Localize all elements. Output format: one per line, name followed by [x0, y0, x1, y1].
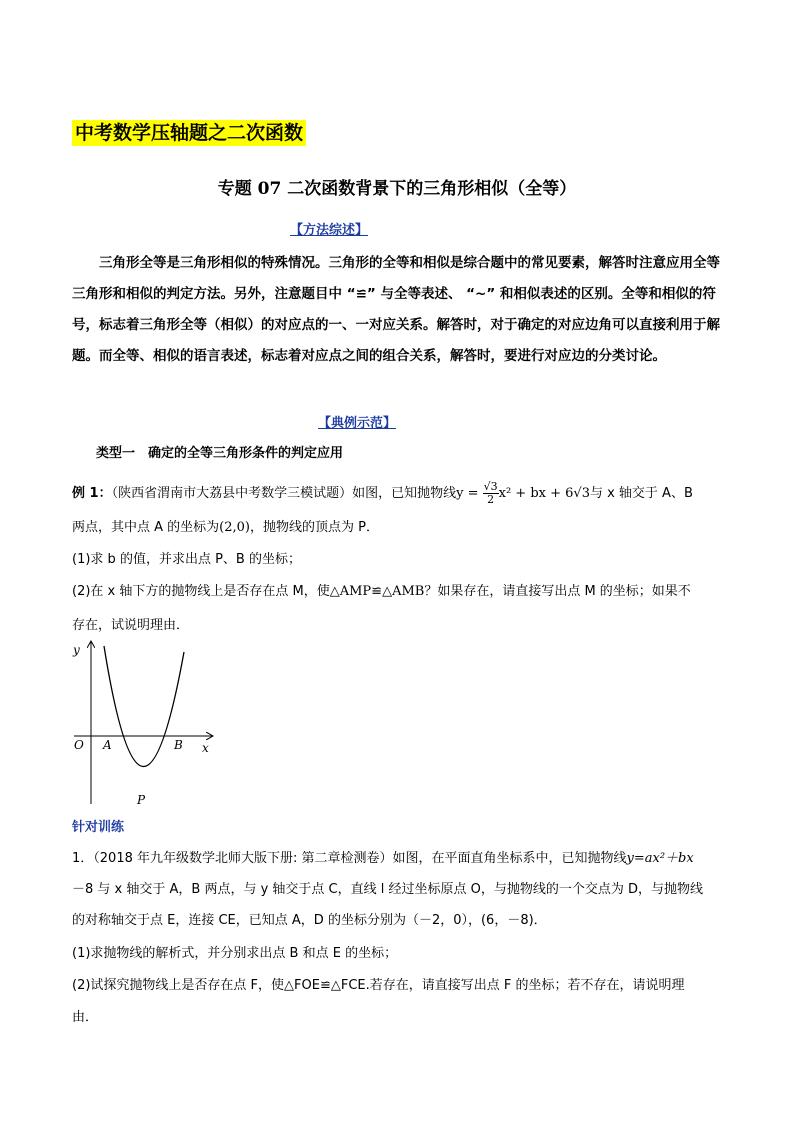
- question1: [72, 550, 732, 570]
- y-axis-label: y: [73, 643, 80, 657]
- example1-label: 例 1：: [72, 486, 112, 501]
- method-heading: 【方法综述】: [290, 223, 369, 238]
- problem1-question1: (1)求抛物线的解析式，并分别求出点 B 和点 E 的坐标；: [72, 946, 398, 961]
- training-heading: 针对训练: [72, 820, 125, 835]
- formula-y: y =: [456, 486, 479, 501]
- banner-title: 中考数学压轴题之二次函数: [72, 120, 306, 146]
- point-a-coords: (2,0): [219, 520, 250, 535]
- type-label: 类型一 确定的全等三角形条件的判定应用: [96, 446, 344, 461]
- problem1-question2-end: 由．: [72, 1010, 99, 1025]
- question1-number: (1): [72, 552, 91, 567]
- problem1-question2: (2)试探究抛物线上是否存在点 F，使△FOE≌△FCE.若存在，请直接写出点 F 的坐标；若不存在，请说明理: [72, 978, 685, 993]
- parabola-figure: [66, 636, 226, 816]
- method-paragraph-text: 三角形全等是三角形相似的特殊情况。三角形的全等和相似是综合题中的常见要素，解答时注意应用全等三角形和相似的判定方法。另外，注意题目中 “≌” 与全等表述、 “~” 和相似表述的区别。全等和相似的符号，标志着三角形全等（相似）的对应点的一、一对应关系。解答时，对于确定的对应边角可以直接利用于解题。而全等、相似的语言表述，标志着对应点之间的组合关系，解答时，要进行对应边的分类讨论。: [72, 255, 720, 364]
- problem1-formula: y=ax²＋bx: [626, 851, 694, 866]
- page-title: 专题 07 二次函数背景下的三角形相似（全等）: [217, 179, 577, 199]
- question1-text: 求 b 的值，并求出点 P、B 的坐标；: [90, 552, 301, 567]
- example1-line2-a: 两点，其中点 A 的坐标为: [72, 520, 220, 535]
- question2-text-b: ？如果存在，请直接写出点 M 的坐标；如果不: [424, 584, 691, 599]
- example1-text-a: （陕西省渭南市大荔县中考数学三模试题）如图，已知抛物线: [111, 486, 457, 501]
- problem1-line2: －8 与 x 轴交于 A，B 两点，与 y 轴交于点 C，直线 l 经过坐标原点 O，与抛物线的一个交点为 D，与抛物线: [72, 882, 703, 897]
- example-heading: 【典例示范】: [318, 416, 397, 431]
- question2-text-a: 在 x 轴下方的抛物线上是否存在点 M，使: [90, 584, 330, 599]
- example1-text-b: 与 x 轴交于 A、B: [589, 486, 693, 501]
- question2-line1: [72, 582, 732, 602]
- method-paragraph: [72, 248, 724, 372]
- parabola-curve: [104, 646, 184, 767]
- problem1-line3: 的对称轴交于点 E，连接 CE，已知点 A，D 的坐标分别为（－2，0），(6，－8)．: [72, 913, 547, 928]
- formula-fraction: [483, 481, 499, 506]
- question2-number: (2): [72, 584, 91, 599]
- congruence-expression: △AMP≌△AMB: [329, 584, 425, 599]
- example1-line2-b: ，抛物线的顶点为 P．: [250, 520, 379, 535]
- x-axis-label: x: [202, 741, 209, 755]
- point-a-label: A: [103, 738, 112, 752]
- origin-label: O: [74, 738, 84, 752]
- point-p-label: P: [137, 793, 146, 807]
- example1-line1: [72, 481, 732, 506]
- question2-line2: 存在，试说明理由．: [72, 618, 190, 633]
- problem1-line1-a: 1．（2018 年九年级数学北师大版下册: 第二章检测卷）如图，在平面直角坐标系中，已知抛物线: [72, 851, 627, 866]
- example1-line2: [72, 518, 732, 538]
- fraction-denominator: 2: [487, 493, 495, 506]
- point-b-label: B: [174, 738, 183, 752]
- fraction-numerator: √3: [483, 480, 498, 493]
- problem1-line1: [72, 849, 732, 869]
- formula-rest: x² + bx + 6√3: [498, 486, 590, 501]
